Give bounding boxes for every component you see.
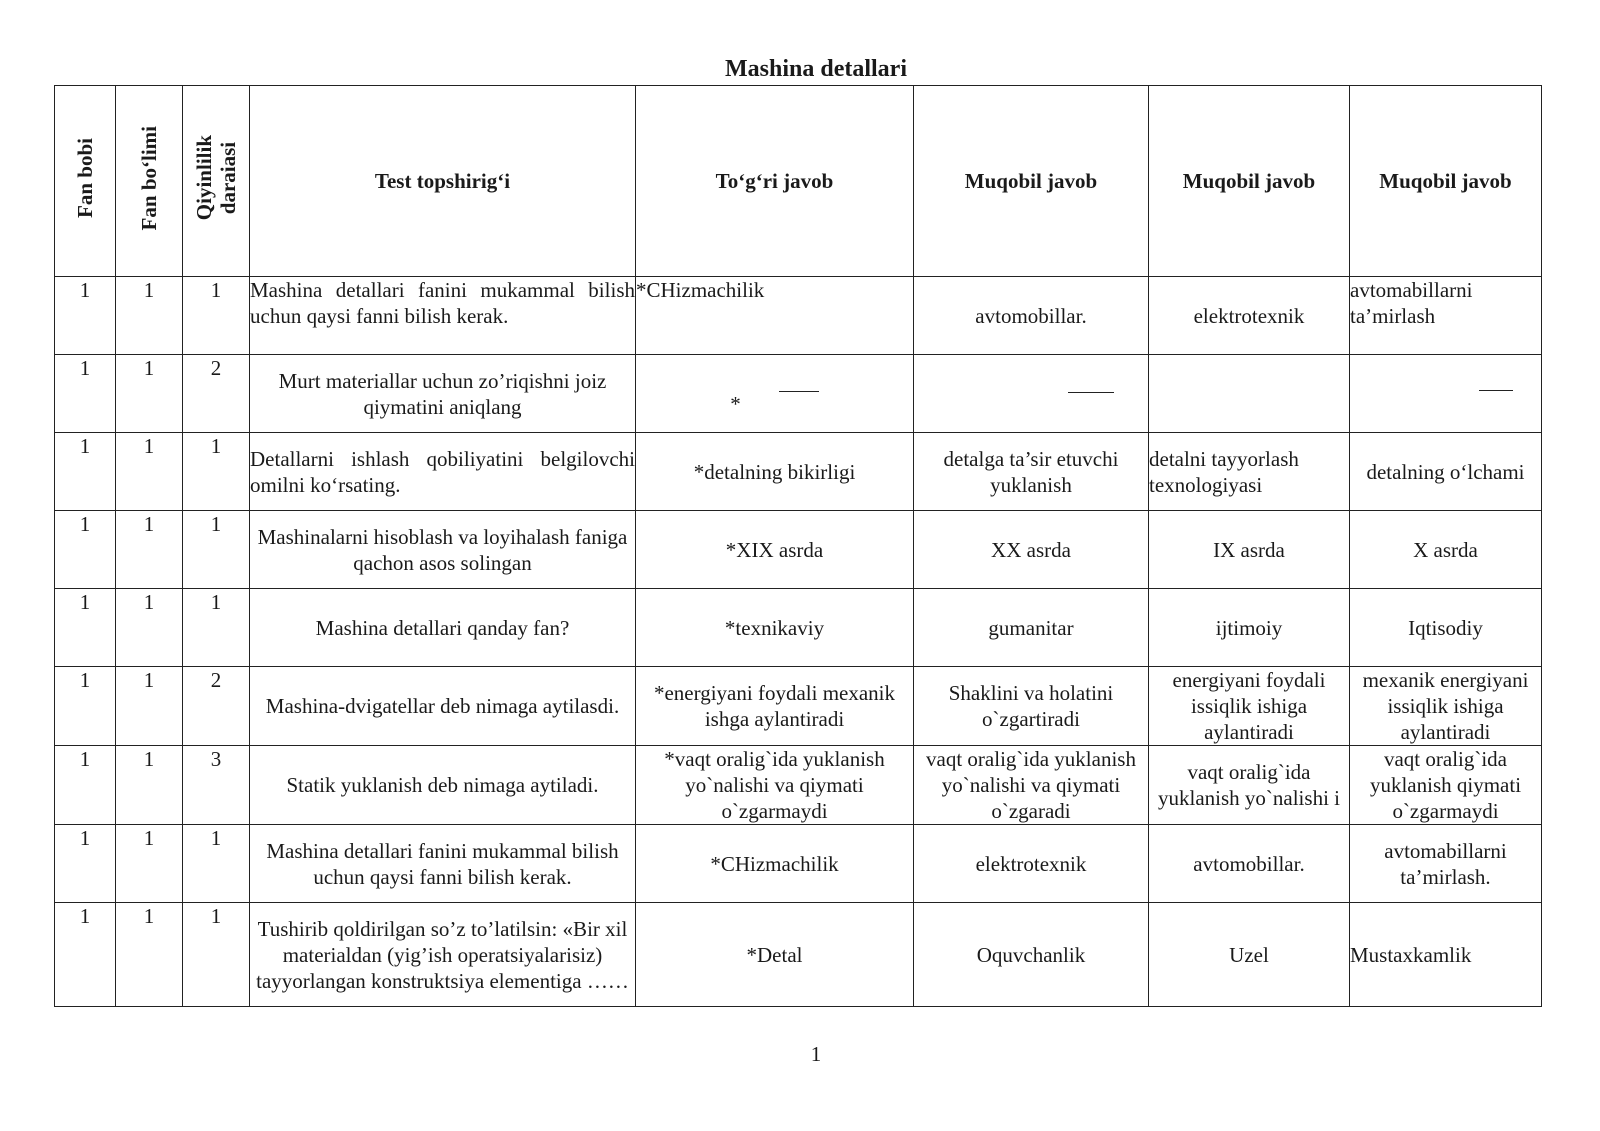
cell-muqobil-1: Oquvchanlik	[914, 903, 1149, 1007]
cell-fan-bobi: 1	[55, 511, 116, 589]
cell-fan-bolimi: 1	[116, 355, 183, 433]
cell-fan-bobi: 1	[55, 589, 116, 667]
cell-muqobil-2: avtomobillar.	[1149, 825, 1350, 903]
cell-togri-javob: *CHizmachilik	[636, 277, 914, 355]
cell-togri-javob: *vaqt oralig`ida yuklanish yo`nalishi va qiymati o`zgarmaydi	[636, 746, 914, 825]
formula-fraction-line	[1479, 390, 1513, 391]
cell-muqobil-3	[1350, 355, 1542, 433]
table-row	[55, 511, 1542, 589]
cell-fan-bolimi: 1	[116, 277, 183, 355]
cell-fan-bolimi: 1	[116, 903, 183, 1007]
formula-star: *	[730, 391, 741, 416]
cell-muqobil-1: gumanitar	[914, 589, 1149, 667]
table-row	[55, 667, 1542, 746]
header-fan-bolimi: Fan bo‘limi	[116, 86, 183, 277]
cell-qiyinlilik: 1	[183, 511, 250, 589]
cell-muqobil-2: ijtimoiy	[1149, 589, 1350, 667]
formula-fraction-line	[1068, 392, 1114, 393]
cell-muqobil-3: avtomabillarni ta’mirlash.	[1350, 825, 1542, 903]
header-row	[55, 86, 1542, 277]
cell-fan-bobi: 1	[55, 355, 116, 433]
cell-test: Mashinalarni hisoblash va loyihalash faniga qachon asos solingan	[250, 511, 636, 589]
cell-muqobil-3: X asrda	[1350, 511, 1542, 589]
cell-togri-javob: *detalning bikirligi	[636, 433, 914, 511]
cell-test: Detallarni ishlash qobiliyatini belgilovchi omilni ko‘rsating.	[250, 433, 636, 511]
cell-muqobil-2: IX asrda	[1149, 511, 1350, 589]
header-muqobil-javob-2: Muqobil javob	[1149, 86, 1350, 277]
cell-muqobil-3: Iqtisodiy	[1350, 589, 1542, 667]
table-row	[55, 903, 1542, 1007]
cell-muqobil-2	[1149, 355, 1350, 433]
page-title: Mashina detallari	[724, 56, 907, 82]
cell-muqobil-2: detalni tayyorlash texnologiyasi	[1149, 433, 1350, 511]
header-muqobil-javob-1: Muqobil javob	[914, 86, 1149, 277]
cell-togri-javob: *Detal	[636, 903, 914, 1007]
cell-qiyinlilik: 1	[183, 903, 250, 1007]
header-qiyinlilik: Qiyinlilik daraiasi	[183, 86, 250, 277]
header-test-topshirigi: Test topshirig‘i	[250, 86, 636, 277]
cell-fan-bobi: 1	[55, 433, 116, 511]
cell-fan-bobi: 1	[55, 277, 116, 355]
cell-test: Tushirib qoldirilgan so’z to’latilsin: «Bir xil materialdan (yig’ish operatsiyalarisiz) tayyorlangan konstruktsiya elementiga ……	[250, 903, 636, 1007]
cell-muqobil-3: Mustaxkamlik	[1350, 903, 1542, 1007]
cell-muqobil-1: avtomobillar.	[914, 277, 1149, 355]
cell-muqobil-2: energiyani foydali issiqlik ishiga aylantiradi	[1149, 667, 1350, 746]
cell-test: Murt materiallar uchun zo’riqishni joiz qiymatini aniqlang	[250, 355, 636, 433]
cell-muqobil-2: vaqt oralig`ida yuklanish yo`nalishi i	[1149, 746, 1350, 825]
cell-test: Mashina detallari fanini mukammal bilish uchun qaysi fanni bilish kerak.	[250, 825, 636, 903]
table-row	[55, 746, 1542, 825]
table-row	[55, 433, 1542, 511]
cell-muqobil-1: detalga ta’sir etuvchi yuklanish	[914, 433, 1149, 511]
cell-fan-bolimi: 1	[116, 511, 183, 589]
cell-qiyinlilik: 1	[183, 825, 250, 903]
cell-qiyinlilik: 1	[183, 277, 250, 355]
cell-muqobil-3: avtomabillarni ta’mirlash	[1350, 277, 1542, 355]
table-row	[55, 277, 1542, 355]
test-table	[54, 85, 1542, 1007]
header-fan-bobi: Fan bobi	[55, 86, 116, 277]
cell-fan-bobi: 1	[55, 825, 116, 903]
cell-muqobil-2: Uzel	[1149, 903, 1350, 1007]
cell-qiyinlilik: 2	[183, 667, 250, 746]
cell-muqobil-1: vaqt oralig`ida yuklanish yo`nalishi va qiymati o`zgaradi	[914, 746, 1149, 825]
cell-muqobil-1: XX asrda	[914, 511, 1149, 589]
cell-fan-bolimi: 1	[116, 667, 183, 746]
header-togri-javob: To‘g‘ri javob	[636, 86, 914, 277]
cell-muqobil-3: mexanik energiyani issiqlik ishiga aylantiradi	[1350, 667, 1542, 746]
table-row	[55, 355, 1542, 433]
cell-muqobil-1: Shaklini va holatini o`zgartiradi	[914, 667, 1149, 746]
cell-muqobil-1	[914, 355, 1149, 433]
table-row	[55, 589, 1542, 667]
cell-qiyinlilik: 1	[183, 433, 250, 511]
header-muqobil-javob-3: Muqobil javob	[1350, 86, 1542, 277]
cell-test: Statik yuklanish deb nimaga aytiladi.	[250, 746, 636, 825]
cell-test: Mashina detallari qanday fan?	[250, 589, 636, 667]
cell-test: Mashina detallari fanini mukammal bilish uchun qaysi fanni bilish kerak.	[250, 277, 636, 355]
cell-fan-bolimi: 1	[116, 589, 183, 667]
cell-muqobil-3: vaqt oralig`ida yuklanish qiymati o`zgarmaydi	[1350, 746, 1542, 825]
cell-qiyinlilik: 1	[183, 589, 250, 667]
cell-togri-javob: *CHizmachilik	[636, 825, 914, 903]
cell-fan-bolimi: 1	[116, 825, 183, 903]
cell-fan-bobi: 1	[55, 746, 116, 825]
cell-muqobil-2: elektrotexnik	[1149, 277, 1350, 355]
page-number: 1	[810, 1042, 822, 1066]
cell-togri-javob	[636, 355, 914, 433]
cell-fan-bobi: 1	[55, 903, 116, 1007]
cell-fan-bolimi: 1	[116, 746, 183, 825]
cell-togri-javob: *XIX asrda	[636, 511, 914, 589]
cell-togri-javob: *energiyani foydali mexanik ishga aylantiradi	[636, 667, 914, 746]
cell-test: Mashina-dvigatellar deb nimaga aytilasdi.	[250, 667, 636, 746]
cell-muqobil-3: detalning o‘lchami	[1350, 433, 1542, 511]
cell-qiyinlilik: 3	[183, 746, 250, 825]
cell-qiyinlilik: 2	[183, 355, 250, 433]
formula-fraction-line	[779, 391, 819, 392]
cell-fan-bobi: 1	[55, 667, 116, 746]
table-row	[55, 825, 1542, 903]
cell-fan-bolimi: 1	[116, 433, 183, 511]
cell-muqobil-1: elektrotexnik	[914, 825, 1149, 903]
cell-togri-javob: *texnikaviy	[636, 589, 914, 667]
